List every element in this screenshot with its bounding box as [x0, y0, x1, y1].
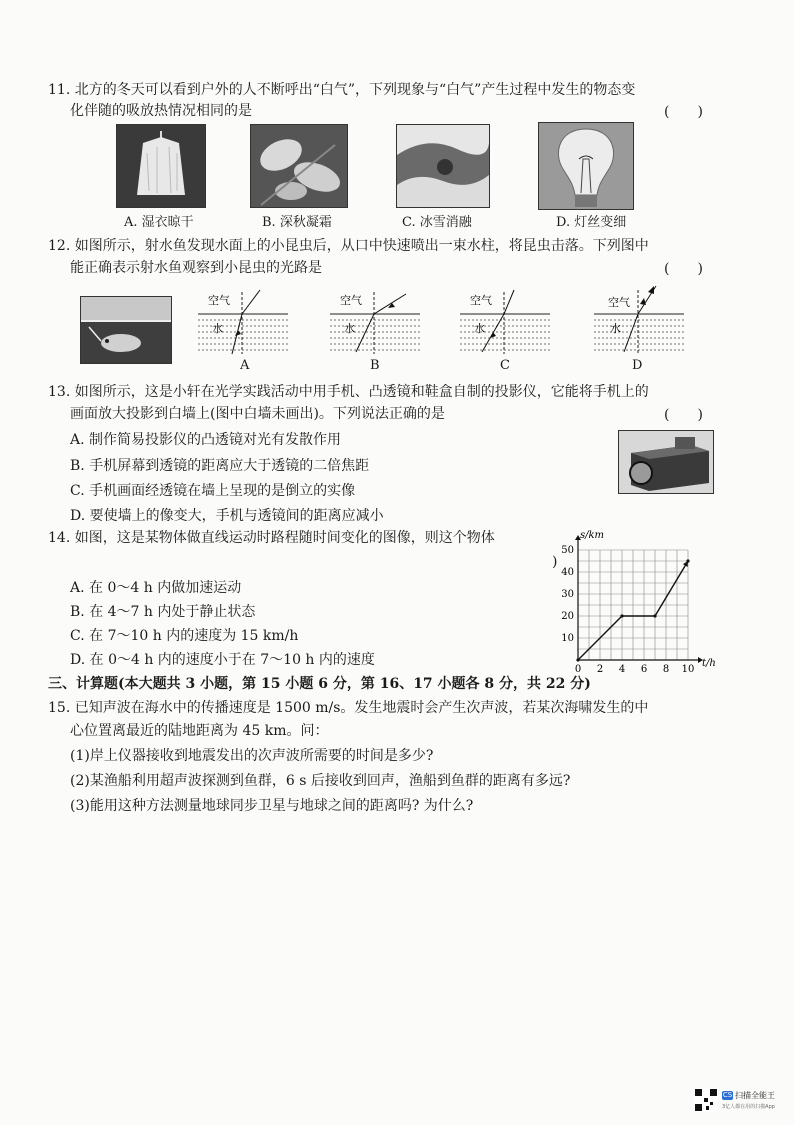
archerfish-photo — [80, 296, 172, 364]
x-tick-label: 2 — [596, 664, 604, 672]
q13-option-a: A. 制作简易投影仪的凸透镜对光有发散作用 — [70, 432, 342, 448]
y-tick-label: 10 — [561, 633, 574, 644]
q12-diagram-d — [594, 280, 684, 358]
q14-option-d: D. 在 0～4 h 内的速度小于在 7～10 h 内的速度 — [70, 652, 375, 668]
water-label-d: 水 — [610, 322, 621, 335]
wet-clothes-photo — [116, 124, 206, 208]
y-tick-label: 40 — [561, 567, 574, 578]
q11-stem-line2: 化伴随的吸放热情况相同的是 — [70, 103, 252, 119]
q15-sub-1: (1)岸上仪器接收到地震发出的次声波所需要的时间是多少? — [70, 748, 434, 764]
y-tick-label: 50 — [561, 545, 574, 556]
scanner-tagline: 3亿人都在用的扫描App — [722, 1104, 775, 1110]
section-3-heading: 三、计算题(本大题共 3 小题，第 15 小题 6 分，第 16、17 小题各 8 分，共 22 分) — [48, 676, 591, 692]
q15-stem-line1: 15. 已知声波在海水中的传播速度是 1500 m/s。发生地震时会产生次声波，若某次海啸发生的中 — [48, 700, 649, 716]
qr-code-icon — [694, 1088, 718, 1112]
q12-diagram-a — [198, 288, 288, 358]
x-tick-label: 8 — [662, 664, 670, 672]
scanner-watermark — [694, 1088, 784, 1114]
water-label-b: 水 — [344, 322, 355, 335]
air-label-b: 空气 — [340, 294, 362, 307]
chart-ticks — [561, 545, 694, 672]
y-tick-label: 30 — [561, 589, 574, 600]
q13-stem-line1: 13. 如图所示，这是小轩在光学实践活动中用手机、凸透镜和鞋盒自制的投影仪，它能将手机上的 — [48, 384, 649, 400]
scanner-brand: 扫描全能王 — [735, 1091, 775, 1100]
q11-option-a: A. 湿衣晾干 — [124, 215, 194, 230]
q14-answer-paren: ) — [552, 554, 558, 570]
x-tick-label: 0 — [574, 664, 582, 672]
x-tick-label: 4 — [618, 664, 626, 672]
q15-sub-3: (3)能用这种方法测量地球同步卫星与地球之间的距离吗? 为什么? — [70, 798, 474, 814]
projector-box-photo — [618, 430, 714, 494]
light-bulb-photo — [538, 122, 634, 210]
chart-point — [653, 614, 656, 617]
melting-snow-photo — [396, 124, 490, 208]
q13-option-d: D. 要使墙上的像变大，手机与透镜间的距离应减小 — [70, 508, 384, 524]
q11-option-c: C. 冰雪消融 — [402, 215, 472, 230]
q15-stem-line2: 心位置离最近的陆地距离为 45 km。问： — [70, 723, 329, 739]
y-tick-label: 20 — [561, 611, 574, 622]
q13-stem-line2: 画面放大投影到白墙上(图中白墙未画出)。下列说法正确的是 — [70, 406, 445, 422]
x-tick-label: 6 — [640, 664, 648, 672]
water-label-c: 水 — [474, 322, 485, 335]
cs-logo-icon: CS — [722, 1091, 733, 1099]
chart-y-axis-label: s/km — [580, 530, 605, 541]
q12-answer-paren: ( ) — [664, 261, 703, 277]
chart-x-axis-label: t/h — [702, 658, 716, 669]
q12-stem-line2: 能正确表示射水鱼观察到小昆虫的光路是 — [70, 260, 322, 276]
water-label-a: 水 — [212, 322, 223, 335]
q14-stem: 14. 如图，这是某物体做直线运动时路程随时间变化的图像，则这个物体 — [48, 530, 495, 546]
q13-option-c: C. 手机画面经透镜在墙上呈现的是倒立的实像 — [70, 483, 356, 499]
q13-option-b: B. 手机屏幕到透镜的距离应大于透镜的二倍焦距 — [70, 458, 370, 474]
q12-diagram-c — [460, 288, 550, 358]
q12-label-b: B — [370, 358, 380, 373]
air-label-d: 空气 — [608, 296, 630, 309]
q11-stem-line1: 11. 北方的冬天可以看到户外的人不断呼出“白气”，下列现象与“白气”产生过程中发生的物态变 — [48, 82, 636, 98]
q12-diagram-b — [330, 288, 420, 358]
distance-time-chart — [556, 526, 720, 672]
q11-option-d: D. 灯丝变细 — [556, 215, 627, 230]
q11-option-b: B. 深秋凝霜 — [262, 215, 332, 230]
q14-option-c: C. 在 7～10 h 内的速度为 15 km/h — [70, 628, 299, 644]
x-tick-label: 10 — [681, 664, 695, 672]
q12-label-d: D — [632, 358, 643, 373]
q13-answer-paren: ( ) — [664, 407, 703, 423]
q14-option-b: B. 在 4～7 h 内处于静止状态 — [70, 604, 256, 620]
q12-label-a: A — [240, 358, 250, 373]
air-label-c: 空气 — [470, 294, 492, 307]
chart-point — [620, 614, 623, 617]
q11-answer-paren: ( ) — [664, 104, 703, 120]
frost-leaves-photo — [250, 124, 348, 208]
air-label-a: 空气 — [208, 294, 230, 307]
q12-label-c: C — [500, 358, 510, 373]
q15-sub-2: (2)某渔船利用超声波探测到鱼群，6 s 后接收到回声，渔船到鱼群的距离有多远? — [70, 773, 571, 789]
q12-stem-line1: 12. 如图所示，射水鱼发现水面上的小昆虫后，从口中快速喷出一束水柱，将昆虫击落。下列图中 — [48, 238, 649, 254]
chart-point — [576, 658, 579, 661]
q14-option-a: A. 在 0～4 h 内做加速运动 — [70, 580, 242, 596]
